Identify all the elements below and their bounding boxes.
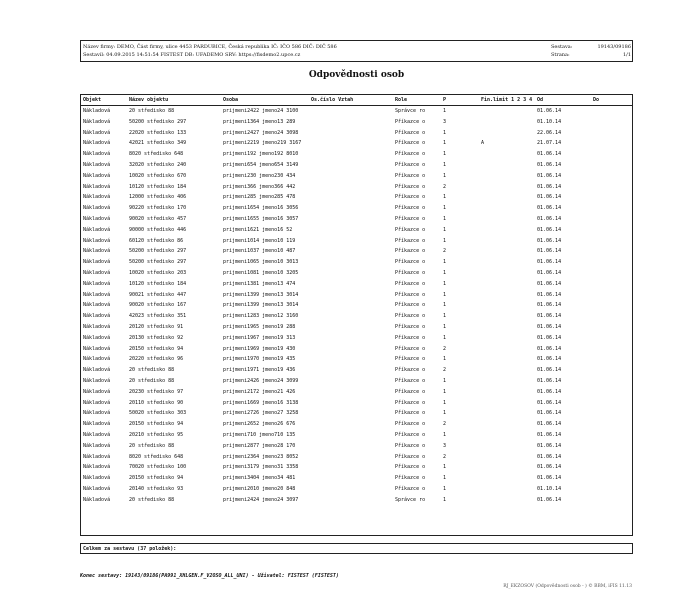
cell-od: 01.10.14 [537, 118, 562, 125]
cell-nazev-objektu: 20140 středisko 93 [129, 485, 184, 492]
table-row [81, 419, 632, 430]
cell-nazev-objektu: 20130 středisko 92 [129, 334, 184, 341]
col-do: Do [593, 97, 600, 103]
cell-objekt: Nákladová [83, 377, 111, 384]
cell-nazev-objektu: 10120 středisko 184 [129, 280, 187, 287]
cell-od: 01.06.14 [537, 108, 562, 114]
cell-p: 2 [443, 367, 447, 374]
cell-role: Příkazce o [395, 172, 426, 179]
cell-p: 1 [443, 269, 447, 276]
cell-role: Příkazce o [395, 431, 426, 438]
cell-objekt: Nákladová [83, 215, 111, 222]
cell-nazev-objektu: 42021 středisko 349 [129, 140, 187, 147]
cell-osoba: prijmeni1970 jmeno19 435 [223, 356, 296, 363]
table-row [81, 160, 632, 171]
cell-p: 1 [443, 215, 447, 222]
cell-osoba: prijmeni654 jmeno654 3149 [223, 161, 299, 168]
cell-osoba: prijmeni1381 jmeno13 474 [223, 280, 296, 287]
report-table [80, 94, 633, 536]
cell-objekt: Nákladová [83, 291, 111, 298]
cell-objekt: Nákladová [83, 129, 111, 136]
cell-nazev-objektu: 10020 středisko 203 [129, 269, 187, 276]
report-footer: Konec sestavy: 19143/09186(PA991_XHLGEN.F_V2OSO_ALL_UNI) - Uživatel: FISTEST (FISTEST) [80, 573, 339, 579]
cell-osoba: prijmeni710 jmeno710 135 [223, 431, 296, 438]
cell-nazev-objektu: 20 středisko 88 [129, 496, 175, 503]
cell-p: 1 [443, 151, 447, 158]
cell-objekt: Nákladová [83, 334, 111, 341]
cell-objekt: Nákladová [83, 280, 111, 287]
cell-objekt: Nákladová [83, 237, 111, 244]
cell-osoba: prijmeni1967 jmeno19 313 [223, 334, 296, 341]
cell-role: Příkazce o [395, 442, 426, 449]
cell-osoba: prijmeni2424 jmeno24 3097 [223, 496, 299, 503]
cell-objekt: Nákladová [83, 194, 111, 201]
col-od: Od [537, 97, 544, 103]
table-row [81, 441, 632, 452]
table-row [81, 236, 632, 247]
cell-od: 01.06.14 [537, 356, 562, 363]
cell-nazev-objektu: 90020 středisko 167 [129, 302, 187, 309]
cell-p: 1 [443, 194, 447, 201]
strana-label: Strana: [551, 52, 570, 58]
cell-osoba: prijmeni1621 jmeno16 52 [223, 226, 293, 233]
cell-nazev-objektu: 20150 středisko 94 [129, 421, 184, 428]
table-row [81, 290, 632, 301]
cell-osoba: prijmeni1364 jmeno13 289 [223, 118, 296, 125]
cell-fin-limit: A [481, 140, 485, 147]
table-row [81, 106, 632, 117]
cell-nazev-objektu: 50020 středisko 303 [129, 410, 187, 417]
cell-osoba: prijmeni1969 jmeno19 430 [223, 345, 296, 352]
cell-objekt: Nákladová [83, 453, 111, 460]
cell-nazev-objektu: 70020 středisko 100 [129, 464, 187, 471]
cell-osoba: prijmeni1654 jmeno16 3056 [223, 205, 299, 212]
cell-osoba: prijmeni1399 jmeno13 3014 [223, 291, 299, 298]
cell-role: Příkazce o [395, 269, 426, 276]
cell-nazev-objektu: 20 středisko 88 [129, 377, 175, 384]
cell-od: 01.06.14 [537, 388, 562, 395]
cell-osoba: prijmeni1037 jmeno10 487 [223, 248, 296, 255]
cell-od: 01.06.14 [537, 421, 562, 428]
cell-p: 2 [443, 421, 447, 428]
cell-role: Příkazce o [395, 377, 426, 384]
table-row [81, 225, 632, 236]
cell-od: 01.06.14 [537, 291, 562, 298]
cell-role: Příkazce o [395, 183, 426, 190]
cell-objekt: Nákladová [83, 388, 111, 395]
cell-p: 1 [443, 226, 447, 233]
cell-osoba: prijmeni1081 jmeno10 3205 [223, 269, 299, 276]
cell-od: 01.06.14 [537, 410, 562, 417]
cell-p: 1 [443, 356, 447, 363]
table-row [81, 117, 632, 128]
cell-objekt: Nákladová [83, 108, 111, 114]
cell-nazev-objektu: 90220 středisko 170 [129, 205, 187, 212]
table-row [81, 430, 632, 441]
table-row [81, 398, 632, 409]
cell-osoba: prijmeni2426 jmeno24 3099 [223, 377, 299, 384]
cell-nazev-objektu: 22020 středisko 133 [129, 129, 187, 136]
cell-osoba: prijmeni192 jmeno192 8010 [223, 151, 299, 158]
cell-od: 01.06.14 [537, 183, 562, 190]
cell-role: Příkazce o [395, 475, 426, 482]
cell-objekt: Nákladová [83, 464, 111, 471]
cell-nazev-objektu: 20 středisko 88 [129, 108, 175, 114]
col-osoba: Osoba [223, 97, 239, 103]
header-info [83, 43, 337, 59]
header-meta [551, 43, 631, 59]
cell-od: 01.06.14 [537, 226, 562, 233]
cell-od: 01.06.14 [537, 269, 562, 276]
table-row [81, 322, 632, 333]
cell-p: 1 [443, 399, 447, 406]
cell-role: Příkazce o [395, 259, 426, 266]
cell-nazev-objektu: 8020 středisko 648 [129, 453, 184, 460]
table-row [81, 300, 632, 311]
table-row [81, 387, 632, 398]
cell-role: Příkazce o [395, 118, 426, 125]
cell-objekt: Nákladová [83, 367, 111, 374]
cell-objekt: Nákladová [83, 205, 111, 212]
cell-objekt: Nákladová [83, 323, 111, 330]
total-summary: Celkem za sestavu (37 položek): [80, 543, 633, 554]
cell-objekt: Nákladová [83, 226, 111, 233]
cell-od: 01.10.14 [537, 485, 562, 492]
cell-role: Příkazce o [395, 302, 426, 309]
cell-role: Příkazce o [395, 226, 426, 233]
cell-role: Příkazce o [395, 388, 426, 395]
cell-objekt: Nákladová [83, 269, 111, 276]
cell-osoba: prijmeni1965 jmeno19 288 [223, 323, 296, 330]
cell-nazev-objektu: 50200 středisko 297 [129, 118, 187, 125]
table-row [81, 268, 632, 279]
col-role: Role [395, 97, 408, 103]
sestava-value: 19143/09186 [597, 44, 631, 50]
cell-nazev-objektu: 20120 středisko 91 [129, 323, 184, 330]
cell-nazev-objektu: 20150 středisko 94 [129, 475, 184, 482]
cell-nazev-objektu: 10020 středisko 670 [129, 172, 187, 179]
cell-nazev-objektu: 20230 středisko 97 [129, 388, 184, 395]
cell-osoba: prijmeni285 jmeno285 478 [223, 194, 296, 201]
cell-objekt: Nákladová [83, 313, 111, 320]
table-row [81, 279, 632, 290]
cell-role: Příkazce o [395, 356, 426, 363]
cell-od: 01.06.14 [537, 323, 562, 330]
cell-role: Příkazce o [395, 410, 426, 417]
cell-od: 01.06.14 [537, 302, 562, 309]
cell-nazev-objektu: 50200 středisko 297 [129, 259, 187, 266]
cell-osoba: prijmeni2364 jmeno23 8052 [223, 453, 299, 460]
table-row [81, 333, 632, 344]
cell-role: Příkazce o [395, 291, 426, 298]
cell-od: 01.06.14 [537, 313, 562, 320]
cell-p: 1 [443, 129, 447, 136]
cell-osoba: prijmeni1014 jmeno10 119 [223, 237, 296, 244]
cell-objekt: Nákladová [83, 172, 111, 179]
cell-role: Příkazce o [395, 421, 426, 428]
cell-objekt: Nákladová [83, 431, 111, 438]
header-line-company: Název firmy: DEMO, Část firmy, ulice 4453 PARDUBICE, Česká republika IČ: IČO 586 DIČ: DIČ 586 [83, 44, 337, 50]
cell-objekt: Nákladová [83, 161, 111, 168]
col-objekt: Objekt [83, 97, 102, 103]
cell-objekt: Nákladová [83, 475, 111, 482]
cell-nazev-objektu: 90020 středisko 457 [129, 215, 187, 222]
col-p: P [443, 97, 447, 103]
cell-role: Správce ro [395, 108, 426, 114]
table-row [81, 246, 632, 257]
table-header [81, 95, 632, 106]
cell-p: 1 [443, 496, 447, 503]
cell-p: 2 [443, 183, 447, 190]
table-row [81, 484, 632, 495]
cell-role: Příkazce o [395, 151, 426, 158]
cell-osoba: prijmeni3404 jmeno34 481 [223, 475, 296, 482]
cell-od: 01.06.14 [537, 475, 562, 482]
cell-od: 01.06.14 [537, 215, 562, 222]
cell-p: 1 [443, 237, 447, 244]
cell-osoba: prijmeni1399 jmeno13 3014 [223, 302, 299, 309]
cell-osoba: prijmeni2422 jmeno24 3100 [223, 108, 299, 114]
cell-osoba: prijmeni1655 jmeno16 3057 [223, 215, 299, 222]
cell-p: 2 [443, 248, 447, 255]
cell-od: 22.06.14 [537, 129, 562, 136]
cell-osoba: prijmeni1065 jmeno10 3013 [223, 259, 299, 266]
cell-nazev-objektu: 50200 středisko 297 [129, 248, 187, 255]
cell-objekt: Nákladová [83, 442, 111, 449]
cell-p: 1 [443, 388, 447, 395]
sestava-label: Sestava: [551, 44, 573, 50]
table-row [81, 214, 632, 225]
cell-role: Příkazce o [395, 464, 426, 471]
cell-osoba: prijmeni2652 jmeno26 676 [223, 421, 296, 428]
col-fin-limit: Fin.limit 1 2 3 4 [481, 97, 533, 103]
cell-osoba: prijmeni1669 jmeno16 3138 [223, 399, 299, 406]
cell-nazev-objektu: 60120 středisko 86 [129, 237, 184, 244]
cell-objekt: Nákladová [83, 345, 111, 352]
cell-osoba: prijmeni2726 jmeno27 3258 [223, 410, 299, 417]
cell-od: 01.06.14 [537, 161, 562, 168]
cell-od: 01.06.14 [537, 453, 562, 460]
cell-p: 1 [443, 291, 447, 298]
cell-nazev-objektu: 20 středisko 88 [129, 442, 175, 449]
cell-od: 01.06.14 [537, 248, 562, 255]
cell-p: 1 [443, 172, 447, 179]
cell-role: Příkazce o [395, 215, 426, 222]
cell-role: Příkazce o [395, 248, 426, 255]
table-row [81, 192, 632, 203]
cell-objekt: Nákladová [83, 259, 111, 266]
cell-osoba: prijmeni2877 jmeno28 170 [223, 442, 296, 449]
cell-objekt: Nákladová [83, 421, 111, 428]
cell-osoba: prijmeni2219 jmeno219 3167 [223, 140, 302, 147]
cell-nazev-objektu: 12000 středisko 406 [129, 194, 187, 201]
cell-p: 3 [443, 118, 447, 125]
table-body [81, 106, 632, 505]
report-header [80, 40, 633, 62]
cell-role: Příkazce o [395, 140, 426, 147]
cell-role: Příkazce o [395, 323, 426, 330]
table-row [81, 408, 632, 419]
cell-nazev-objektu: 32020 středisko 240 [129, 161, 187, 168]
cell-od: 01.06.14 [537, 334, 562, 341]
cell-nazev-objektu: 10120 středisko 184 [129, 183, 187, 190]
cell-osoba: prijmeni2010 jmeno20 848 [223, 485, 296, 492]
table-row [81, 128, 632, 139]
cell-osoba: prijmeni1283 jmeno12 3160 [223, 313, 299, 320]
cell-p: 1 [443, 259, 447, 266]
cell-role: Příkazce o [395, 161, 426, 168]
cell-osoba: prijmeni1971 jmeno19 436 [223, 367, 296, 374]
cell-p: 1 [443, 313, 447, 320]
report-title: Odpovědnosti osob [308, 70, 405, 80]
table-row [81, 182, 632, 193]
cell-role: Příkazce o [395, 399, 426, 406]
cell-osoba: prijmeni2172 jmeno21 426 [223, 388, 296, 395]
cell-role: Příkazce o [395, 205, 426, 212]
cell-p: 2 [443, 345, 447, 352]
cell-od: 01.06.14 [537, 464, 562, 471]
cell-p: 2 [443, 453, 447, 460]
header-line-compiled: Sestavil: 04.09.2015 14:51:54 FISTEST DB: UFADEMO SRV: https://fisdemo2.upce.cz [83, 52, 301, 58]
cell-p: 1 [443, 280, 447, 287]
table-row [81, 138, 632, 149]
col-nazev-objektu: Název objektu [129, 97, 169, 103]
cell-nazev-objektu: 90000 středisko 446 [129, 226, 187, 233]
cell-role: Příkazce o [395, 485, 426, 492]
table-row [81, 344, 632, 355]
cell-od: 01.06.14 [537, 172, 562, 179]
cell-nazev-objektu: 20210 středisko 95 [129, 431, 184, 438]
col-os-cislo-vztah: Os.číslo Vztah [311, 97, 354, 103]
cell-od: 01.06.14 [537, 259, 562, 266]
cell-p: 1 [443, 485, 447, 492]
cell-od: 21.07.14 [537, 140, 562, 147]
cell-osoba: prijmeni2427 jmeno24 3098 [223, 129, 299, 136]
cell-nazev-objektu: 8020 středisko 648 [129, 151, 184, 158]
cell-osoba: prijmeni366 jmeno366 442 [223, 183, 296, 190]
cell-p: 1 [443, 108, 447, 114]
cell-osoba: prijmeni3179 jmeno31 3358 [223, 464, 299, 471]
cell-p: 1 [443, 464, 447, 471]
cell-role: Příkazce o [395, 237, 426, 244]
table-row [81, 473, 632, 484]
cell-objekt: Nákladová [83, 356, 111, 363]
cell-od: 01.06.14 [537, 194, 562, 201]
table-row [81, 149, 632, 160]
cell-p: 1 [443, 161, 447, 168]
cell-objekt: Nákladová [83, 151, 111, 158]
cell-role: Příkazce o [395, 313, 426, 320]
cell-role: Správce ro [395, 496, 426, 503]
cell-p: 1 [443, 205, 447, 212]
strana-value: 1/1 [622, 52, 631, 58]
cell-objekt: Nákladová [83, 183, 111, 190]
cell-objekt: Nákladová [83, 140, 111, 147]
cell-od: 01.06.14 [537, 280, 562, 287]
cell-role: Příkazce o [395, 129, 426, 136]
cell-od: 01.06.14 [537, 377, 562, 384]
table-row [81, 495, 632, 506]
report-footer-copyright: RJ_EKZOSOV (Odpovědnosti osob - ) © BBM, iFIS 11.13 [503, 584, 632, 589]
cell-objekt: Nákladová [83, 496, 111, 503]
cell-p: 1 [443, 140, 447, 147]
cell-role: Příkazce o [395, 194, 426, 201]
table-row [81, 203, 632, 214]
cell-od: 01.06.14 [537, 496, 562, 503]
table-row [81, 257, 632, 268]
cell-nazev-objektu: 20110 středisko 90 [129, 399, 184, 406]
cell-p: 1 [443, 410, 447, 417]
cell-p: 3 [443, 442, 447, 449]
cell-od: 01.06.14 [537, 431, 562, 438]
cell-od: 01.06.14 [537, 442, 562, 449]
cell-nazev-objektu: 20150 středisko 94 [129, 345, 184, 352]
table-row [81, 354, 632, 365]
cell-objekt: Nákladová [83, 248, 111, 255]
cell-p: 1 [443, 377, 447, 384]
cell-role: Příkazce o [395, 345, 426, 352]
cell-role: Příkazce o [395, 367, 426, 374]
cell-role: Příkazce o [395, 280, 426, 287]
table-row [81, 311, 632, 322]
table-row [81, 452, 632, 463]
cell-objekt: Nákladová [83, 410, 111, 417]
cell-nazev-objektu: 20220 středisko 96 [129, 356, 184, 363]
table-row [81, 376, 632, 387]
cell-objekt: Nákladová [83, 485, 111, 492]
cell-od: 01.06.14 [537, 399, 562, 406]
cell-role: Příkazce o [395, 453, 426, 460]
cell-objekt: Nákladová [83, 118, 111, 125]
table-row [81, 462, 632, 473]
table-row [81, 365, 632, 376]
cell-od: 01.06.14 [537, 151, 562, 158]
cell-nazev-objektu: 90021 středisko 447 [129, 291, 187, 298]
table-row [81, 171, 632, 182]
cell-nazev-objektu: 20 středisko 88 [129, 367, 175, 374]
cell-p: 1 [443, 475, 447, 482]
cell-osoba: prijmeni230 jmeno230 434 [223, 172, 296, 179]
cell-od: 01.06.14 [537, 367, 562, 374]
cell-p: 1 [443, 334, 447, 341]
cell-objekt: Nákladová [83, 302, 111, 309]
cell-nazev-objektu: 42023 středisko 351 [129, 313, 187, 320]
cell-od: 01.06.14 [537, 345, 562, 352]
cell-p: 1 [443, 323, 447, 330]
cell-p: 1 [443, 431, 447, 438]
cell-role: Příkazce o [395, 334, 426, 341]
cell-objekt: Nákladová [83, 399, 111, 406]
cell-p: 1 [443, 302, 447, 309]
cell-od: 01.06.14 [537, 237, 562, 244]
cell-od: 01.06.14 [537, 205, 562, 212]
